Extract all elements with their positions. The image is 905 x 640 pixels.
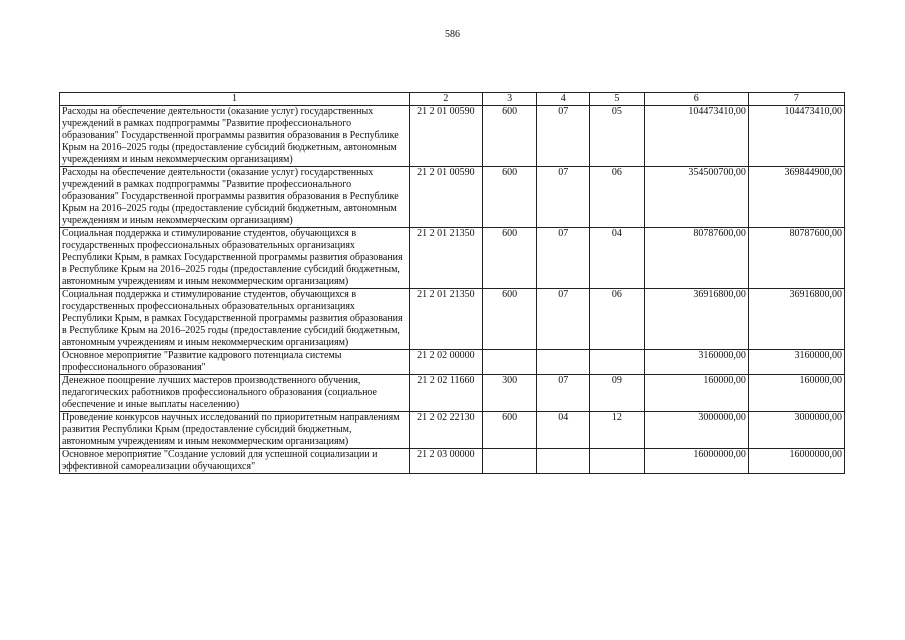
row-amount-col7: 3160000,00	[748, 350, 844, 375]
row-section	[537, 350, 590, 375]
table-row	[60, 375, 845, 412]
row-name: Социальная поддержка и стимулирование студентов, обучающихся в государственных профессиональных образовательных организациях Республики Крым, в рамках Государственной программы развития образования в Республике Крым на 2016–2025 годы (предоставление субсидий бюджетным, автономным учреждениям и иным некоммерческим организациям)	[60, 289, 410, 350]
row-expense-type	[482, 350, 537, 375]
column-header-2: 2	[410, 93, 483, 106]
row-section: 07	[537, 289, 590, 350]
page-number: 586	[445, 29, 460, 40]
row-target-code: 21 2 01 00590	[410, 167, 483, 228]
row-section: 07	[537, 167, 590, 228]
row-amount-col6: 104473410,00	[644, 106, 748, 167]
table-row	[60, 106, 845, 167]
table-row	[60, 228, 845, 289]
row-name: Расходы на обеспечение деятельности (оказание услуг) государственных учреждений в рамках подпрограммы "Развитие профессионального образования" Государственной программы развития образования в Республике Крым на 2016–2025 годы (предоставление субсидий бюджетным, автономным учреждениям и иным некоммерческим организациям)	[60, 106, 410, 167]
row-subsection: 06	[590, 167, 645, 228]
row-subsection: 09	[590, 375, 645, 412]
row-expense-type: 300	[482, 375, 537, 412]
row-amount-col6: 3160000,00	[644, 350, 748, 375]
row-amount-col7: 104473410,00	[748, 106, 844, 167]
table-row	[60, 412, 845, 449]
table-row	[60, 350, 845, 375]
row-subsection: 04	[590, 228, 645, 289]
header-row	[60, 93, 845, 106]
column-header-7: 7	[748, 93, 844, 106]
row-name: Расходы на обеспечение деятельности (оказание услуг) государственных учреждений в рамках подпрограммы "Развитие профессионального образования" Государственной программы развития образования в Республике Крым на 2016–2025 годы (предоставление субсидий бюджетным, автономным учреждениям и иным некоммерческим организациям)	[60, 167, 410, 228]
row-name: Проведение конкурсов научных исследований по приоритетным направлениям развития Республики Крым (предоставление субсидий бюджетным, автономным учреждениям и иным некоммерческим организациям)	[60, 412, 410, 449]
row-expense-type: 600	[482, 228, 537, 289]
row-target-code: 21 2 01 21350	[410, 228, 483, 289]
row-subsection: 06	[590, 289, 645, 350]
row-name: Денежное поощрение лучших мастеров производственного обучения, педагогических работников профессионального образования (социальное обеспечение и иные выплаты населению)	[60, 375, 410, 412]
row-target-code: 21 2 02 00000	[410, 350, 483, 375]
row-name: Основное мероприятие "Развитие кадрового потенциала системы профессионального образования"	[60, 350, 410, 375]
row-target-code: 21 2 02 11660	[410, 375, 483, 412]
row-section: 04	[537, 412, 590, 449]
row-section	[537, 449, 590, 474]
column-header-5: 5	[590, 93, 645, 106]
column-header-3: 3	[482, 93, 537, 106]
table-row	[60, 449, 845, 474]
row-target-code: 21 2 02 22130	[410, 412, 483, 449]
column-header-6: 6	[644, 93, 748, 106]
row-expense-type: 600	[482, 289, 537, 350]
row-expense-type	[482, 449, 537, 474]
column-header-4: 4	[537, 93, 590, 106]
row-target-code: 21 2 01 00590	[410, 106, 483, 167]
row-section: 07	[537, 228, 590, 289]
row-amount-col7: 3000000,00	[748, 412, 844, 449]
row-amount-col6: 354500700,00	[644, 167, 748, 228]
row-amount-col7: 160000,00	[748, 375, 844, 412]
row-amount-col7: 16000000,00	[748, 449, 844, 474]
row-name: Социальная поддержка и стимулирование студентов, обучающихся в государственных профессиональных образовательных организациях Республики Крым, в рамках Государственной программы развития образования в Республике Крым на 2016–2025 годы (предоставление субсидий бюджетным, автономным учреждениям и иным некоммерческим организациям)	[60, 228, 410, 289]
table-row	[60, 289, 845, 350]
row-subsection	[590, 350, 645, 375]
row-amount-col6: 3000000,00	[644, 412, 748, 449]
row-target-code: 21 2 03 00000	[410, 449, 483, 474]
column-header-1: 1	[60, 93, 410, 106]
row-expense-type: 600	[482, 106, 537, 167]
row-section: 07	[537, 375, 590, 412]
row-target-code: 21 2 01 21350	[410, 289, 483, 350]
table-row	[60, 167, 845, 228]
row-amount-col6: 80787600,00	[644, 228, 748, 289]
row-expense-type: 600	[482, 412, 537, 449]
row-amount-col7: 80787600,00	[748, 228, 844, 289]
row-section: 07	[537, 106, 590, 167]
row-amount-col6: 16000000,00	[644, 449, 748, 474]
row-subsection: 12	[590, 412, 645, 449]
row-subsection	[590, 449, 645, 474]
row-subsection: 05	[590, 106, 645, 167]
row-amount-col7: 36916800,00	[748, 289, 844, 350]
row-amount-col6: 160000,00	[644, 375, 748, 412]
row-expense-type: 600	[482, 167, 537, 228]
row-amount-col6: 36916800,00	[644, 289, 748, 350]
row-name: Основное мероприятие "Создание условий для успешной социализации и эффективной самореализации обучающихся"	[60, 449, 410, 474]
row-amount-col7: 369844900,00	[748, 167, 844, 228]
budget-table	[59, 92, 845, 474]
